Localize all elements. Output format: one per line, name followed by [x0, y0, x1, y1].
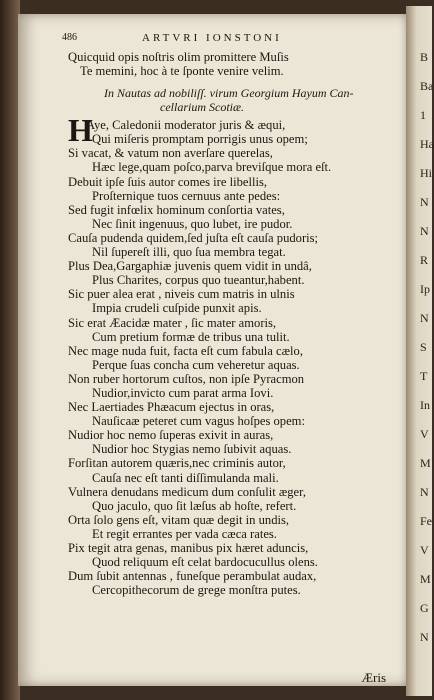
facing-page-fragment: Ip: [420, 282, 430, 296]
verse-line: Quo jaculo, quo ſit læſus ab hoſte, refert.: [92, 498, 297, 513]
facing-page-fragment: N: [420, 224, 429, 238]
facing-page-fragment: T: [420, 369, 428, 383]
verse-line: Proſternique tuos cernuus ante pedes:: [92, 188, 281, 203]
facing-page-fragment: R: [420, 253, 429, 267]
verse-line: Hæc lege,quam poſco,parva breviſque mora eſt.: [92, 160, 332, 175]
verse-line: Cum pretium formæ de tribus una tulit.: [92, 329, 290, 344]
verse-line: Plus Charites, corpus quo tueantur,habent.: [92, 273, 305, 288]
verse-line: Quod reliquum eſt celat bardocucullus olens.: [92, 555, 318, 570]
dedication-line: cellarium Scotiæ.: [160, 100, 244, 115]
verse-line: Nec ſinit ingenuus, quo lubet, ire pudor.: [92, 216, 293, 231]
verse-line: Nec Laertiades Phæacum ejectus in oras,: [68, 400, 275, 415]
verse-line: Orta ſolo gens eſt, vitam quæ degit in undis,: [68, 512, 290, 527]
facing-page-fragment: In: [420, 398, 430, 412]
verse-line: Nudior hoc nemo ſuperas exivit in auras,: [68, 428, 274, 443]
facing-page-fragment: Ha: [420, 137, 434, 151]
verse-line: Qui miſeris promptam porrigis unus opem;: [92, 132, 308, 147]
verse-line: Quicquid opis noſtris olim promittere Muſis: [68, 50, 289, 64]
verse-line: Sic erat Æacidæ mater , ſic mater amoris,: [68, 315, 277, 330]
verse-line: Non ruber hortorum cuſtos, non ipſe Pyracmon: [68, 371, 305, 386]
facing-page-fragment: N: [420, 195, 429, 209]
dedication-line: In Nautas ad nobiliſſ. virum Georgium Hayum Can-: [104, 86, 354, 101]
facing-page-fragment: N: [420, 630, 429, 644]
facing-page-fragment: Ba: [420, 79, 434, 93]
facing-page-fragment: M: [420, 456, 431, 470]
dedication-heading: [68, 86, 413, 114]
text-block: [68, 50, 413, 597]
verse-line: Pix tegit atra genas, manibus pix hæret aduncis,: [68, 541, 309, 555]
verse-line: Nauſicaæ peteret cum vagus hoſpes opem:: [92, 414, 305, 429]
drop-cap: H: [68, 112, 93, 149]
poem-body: [68, 132, 413, 597]
verse-line: Nec mage nuda fuit, facta eſt cum fabula cælo,: [68, 343, 303, 358]
book-binding: [0, 0, 20, 700]
verse-line: Impia crudeli cuſpide punxit apis.: [92, 301, 262, 316]
verse-line: Dum ſubit antennas , funeſque perambulat audax,: [68, 569, 317, 584]
verse-line: Et regit errantes per vada cæca rates.: [92, 526, 277, 541]
catchword: Æris: [361, 670, 386, 685]
running-head-title: ARTVRI IONSTONI: [142, 32, 282, 44]
facing-page-fragment: N: [420, 311, 429, 325]
verse-line: Si vacat, & vatum non averſare querelas,: [68, 146, 273, 161]
facing-page-fragment: M: [420, 572, 431, 586]
verse-line: Nil ſupereſt illi, quo ſua membra tegat.: [92, 245, 286, 260]
facing-page-fragment: V: [420, 543, 429, 557]
verse-line: Debuit ipſe ſuis autor comes ire libellis,: [68, 174, 268, 189]
verse-line: Sed fugit infœlix hominum conſortia vates,: [68, 202, 285, 217]
verse-line: Cauſa pudenda quidem,ſed juſta eſt cauſa pudoris;: [68, 230, 319, 245]
verse-line: Cercopithecorum de grege monſtra putes.: [92, 583, 301, 598]
facing-page-fragment: S: [420, 340, 427, 354]
facing-page-fragment: Fe: [420, 514, 432, 528]
first-verse-text: Aye, Caledonii moderator juris & æqui,: [86, 118, 286, 133]
verse-line: Cauſa nec eſt tanti diſſimulanda mali.: [92, 470, 279, 485]
verse-line: Nudior hoc Stygias nemo ſubivit aquas.: [92, 442, 292, 457]
facing-page-fragment: N: [420, 485, 429, 499]
verse-line: Te memini, hoc à te ſponte venire velim.: [80, 64, 284, 79]
verse-line: Forſitan autorem quæris,nec criminis autor,: [68, 456, 286, 471]
verse-line: Sic puer alea erat , niveis cum matris in ulnis: [68, 287, 295, 302]
verse-line: Perque ſuas concha cum veheretur aquas.: [92, 357, 300, 372]
verse-line: Plus Dea,Gargaphiæ juvenis quem vidit in undâ,: [68, 259, 312, 274]
facing-page-fragment: G: [420, 601, 429, 615]
facing-page-fragment: 1: [420, 108, 426, 122]
page-number: 486: [62, 32, 77, 43]
verse-line: Nudior,invicto cum parat arma Iovi.: [92, 385, 274, 400]
facing-page-fragment: B: [420, 50, 429, 64]
facing-page-fragment: V: [420, 427, 429, 441]
book-page: [18, 14, 406, 686]
verse-line: Vulnera denudans medicum dum conſulit æger,: [68, 484, 306, 499]
facing-page-fragment: Hi: [420, 166, 432, 180]
